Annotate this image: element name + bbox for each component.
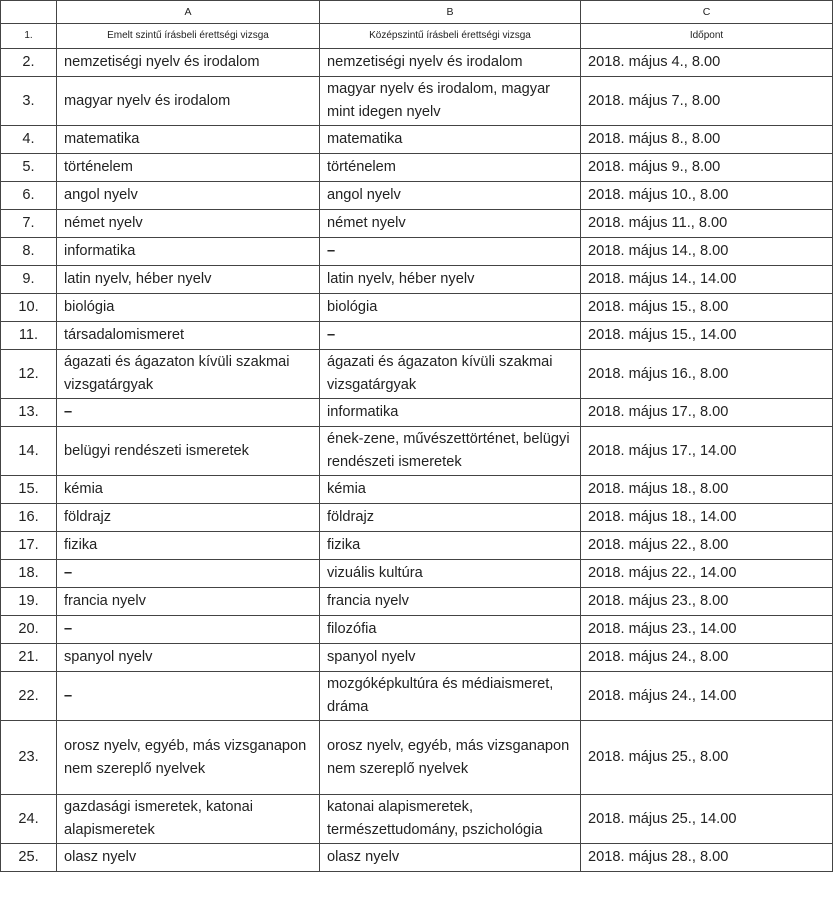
advanced-level-cell: latin nyelv, héber nyelv bbox=[57, 266, 320, 294]
advanced-level-cell: belügyi rendészeti ismeretek bbox=[57, 427, 320, 476]
date-cell: 2018. május 18., 8.00 bbox=[581, 476, 833, 504]
row-number-cell: 14. bbox=[1, 427, 57, 476]
advanced-level-cell: történelem bbox=[57, 154, 320, 182]
advanced-level-cell: – bbox=[57, 560, 320, 588]
date-cell: 2018. május 24., 14.00 bbox=[581, 672, 833, 721]
advanced-level-cell: társadalomismeret bbox=[57, 322, 320, 350]
table-row bbox=[1, 154, 833, 182]
intermediate-level-cell: latin nyelv, héber nyelv bbox=[320, 266, 581, 294]
advanced-level-cell: angol nyelv bbox=[57, 182, 320, 210]
intermediate-level-cell: matematika bbox=[320, 126, 581, 154]
intermediate-level-cell: nemzetiségi nyelv és irodalom bbox=[320, 49, 581, 77]
row-number-cell: 19. bbox=[1, 588, 57, 616]
row-number-cell: 13. bbox=[1, 399, 57, 427]
table-row bbox=[1, 77, 833, 126]
table-row bbox=[1, 49, 833, 77]
table-row bbox=[1, 795, 833, 844]
intermediate-level-cell: ágazati és ágazaton kívüli szakmai vizsgatárgyak bbox=[320, 350, 581, 399]
date-cell: 2018. május 28., 8.00 bbox=[581, 844, 833, 872]
advanced-level-cell: fizika bbox=[57, 532, 320, 560]
row-number-cell: 25. bbox=[1, 844, 57, 872]
table-row bbox=[1, 266, 833, 294]
intermediate-level-cell: fizika bbox=[320, 532, 581, 560]
row-number-cell: 4. bbox=[1, 126, 57, 154]
table-row bbox=[1, 644, 833, 672]
table-row bbox=[1, 844, 833, 872]
table-row bbox=[1, 532, 833, 560]
advanced-level-cell: biológia bbox=[57, 294, 320, 322]
row-number-cell: 7. bbox=[1, 210, 57, 238]
row-number-cell: 3. bbox=[1, 77, 57, 126]
date-cell: 2018. május 10., 8.00 bbox=[581, 182, 833, 210]
date-cell: 2018. május 22., 14.00 bbox=[581, 560, 833, 588]
date-cell: 2018. május 17., 8.00 bbox=[581, 399, 833, 427]
intermediate-level-cell: informatika bbox=[320, 399, 581, 427]
date-cell: 2018. május 18., 14.00 bbox=[581, 504, 833, 532]
corner-cell bbox=[1, 1, 57, 24]
table-row bbox=[1, 672, 833, 721]
intermediate-level-cell: mozgóképkultúra és médiaismeret, dráma bbox=[320, 672, 581, 721]
intermediate-level-cell: földrajz bbox=[320, 504, 581, 532]
date-cell: 2018. május 8., 8.00 bbox=[581, 126, 833, 154]
row-number-cell: 9. bbox=[1, 266, 57, 294]
row-number-cell: 16. bbox=[1, 504, 57, 532]
row-number-cell: 6. bbox=[1, 182, 57, 210]
advanced-level-cell: olasz nyelv bbox=[57, 844, 320, 872]
table-row bbox=[1, 322, 833, 350]
row-number-cell: 17. bbox=[1, 532, 57, 560]
intermediate-level-cell: orosz nyelv, egyéb, más vizsganapon nem szereplő nyelvek bbox=[320, 721, 581, 795]
date-cell: 2018. május 15., 14.00 bbox=[581, 322, 833, 350]
advanced-level-cell: ágazati és ágazaton kívüli szakmai vizsgatárgyak bbox=[57, 350, 320, 399]
intermediate-level-cell: katonai alapismeretek, természettudomány, pszichológia bbox=[320, 795, 581, 844]
intermediate-level-cell: vizuális kultúra bbox=[320, 560, 581, 588]
header-advanced-level: Emelt szintű írásbeli érettségi vizsga bbox=[57, 24, 320, 49]
date-cell: 2018. május 22., 8.00 bbox=[581, 532, 833, 560]
advanced-level-cell: német nyelv bbox=[57, 210, 320, 238]
date-cell: 2018. május 23., 14.00 bbox=[581, 616, 833, 644]
table-row bbox=[1, 504, 833, 532]
advanced-level-cell: – bbox=[57, 399, 320, 427]
table-row bbox=[1, 238, 833, 266]
table-row bbox=[1, 588, 833, 616]
row-number-cell: 21. bbox=[1, 644, 57, 672]
date-cell: 2018. május 25., 8.00 bbox=[581, 721, 833, 795]
advanced-level-cell: kémia bbox=[57, 476, 320, 504]
header-intermediate-level: Középszintű írásbeli érettségi vizsga bbox=[320, 24, 581, 49]
advanced-level-cell: gazdasági ismeretek, katonai alapismeretek bbox=[57, 795, 320, 844]
advanced-level-cell: – bbox=[57, 616, 320, 644]
date-cell: 2018. május 15., 8.00 bbox=[581, 294, 833, 322]
date-cell: 2018. május 23., 8.00 bbox=[581, 588, 833, 616]
advanced-level-cell: magyar nyelv és irodalom bbox=[57, 77, 320, 126]
date-cell: 2018. május 9., 8.00 bbox=[581, 154, 833, 182]
table-row bbox=[1, 182, 833, 210]
row-number-cell: 20. bbox=[1, 616, 57, 644]
advanced-level-cell: nemzetiségi nyelv és irodalom bbox=[57, 49, 320, 77]
date-cell: 2018. május 17., 14.00 bbox=[581, 427, 833, 476]
table-row bbox=[1, 126, 833, 154]
row-number-cell: 22. bbox=[1, 672, 57, 721]
intermediate-level-cell: magyar nyelv és irodalom, magyar mint idegen nyelv bbox=[320, 77, 581, 126]
column-letter-row bbox=[1, 1, 833, 24]
intermediate-level-cell: kémia bbox=[320, 476, 581, 504]
advanced-level-cell: – bbox=[57, 672, 320, 721]
intermediate-level-cell: francia nyelv bbox=[320, 588, 581, 616]
intermediate-level-cell: olasz nyelv bbox=[320, 844, 581, 872]
advanced-level-cell: matematika bbox=[57, 126, 320, 154]
advanced-level-cell: spanyol nyelv bbox=[57, 644, 320, 672]
row-number-cell: 15. bbox=[1, 476, 57, 504]
intermediate-level-cell: biológia bbox=[320, 294, 581, 322]
header-row bbox=[1, 24, 833, 49]
row-number-cell: 24. bbox=[1, 795, 57, 844]
advanced-level-cell: informatika bbox=[57, 238, 320, 266]
intermediate-level-cell: történelem bbox=[320, 154, 581, 182]
date-cell: 2018. május 25., 14.00 bbox=[581, 795, 833, 844]
table-row bbox=[1, 427, 833, 476]
row-number-cell: 11. bbox=[1, 322, 57, 350]
table-row bbox=[1, 210, 833, 238]
table-row bbox=[1, 616, 833, 644]
date-cell: 2018. május 14., 8.00 bbox=[581, 238, 833, 266]
date-cell: 2018. május 4., 8.00 bbox=[581, 49, 833, 77]
intermediate-level-cell: – bbox=[320, 238, 581, 266]
row-number-cell: 10. bbox=[1, 294, 57, 322]
row-number-cell: 12. bbox=[1, 350, 57, 399]
intermediate-level-cell: ének-zene, művészettörténet, belügyi rendészeti ismeretek bbox=[320, 427, 581, 476]
row-number-cell: 8. bbox=[1, 238, 57, 266]
row-number-cell: 18. bbox=[1, 560, 57, 588]
intermediate-level-cell: német nyelv bbox=[320, 210, 581, 238]
table-row bbox=[1, 476, 833, 504]
row-number-cell: 2. bbox=[1, 49, 57, 77]
header-date: Időpont bbox=[581, 24, 833, 49]
intermediate-level-cell: angol nyelv bbox=[320, 182, 581, 210]
date-cell: 2018. május 14., 14.00 bbox=[581, 266, 833, 294]
row-number-cell: 23. bbox=[1, 721, 57, 795]
table-row bbox=[1, 294, 833, 322]
intermediate-level-cell: filozófia bbox=[320, 616, 581, 644]
column-letter-c: C bbox=[581, 1, 833, 24]
date-cell: 2018. május 11., 8.00 bbox=[581, 210, 833, 238]
date-cell: 2018. május 16., 8.00 bbox=[581, 350, 833, 399]
date-cell: 2018. május 7., 8.00 bbox=[581, 77, 833, 126]
intermediate-level-cell: – bbox=[320, 322, 581, 350]
table-row bbox=[1, 721, 833, 795]
table-row bbox=[1, 399, 833, 427]
intermediate-level-cell: spanyol nyelv bbox=[320, 644, 581, 672]
table-row bbox=[1, 350, 833, 399]
date-cell: 2018. május 24., 8.00 bbox=[581, 644, 833, 672]
advanced-level-cell: francia nyelv bbox=[57, 588, 320, 616]
column-letter-a: A bbox=[57, 1, 320, 24]
advanced-level-cell: földrajz bbox=[57, 504, 320, 532]
advanced-level-cell: orosz nyelv, egyéb, más vizsganapon nem szereplő nyelvek bbox=[57, 721, 320, 795]
column-letter-b: B bbox=[320, 1, 581, 24]
row-number-cell: 5. bbox=[1, 154, 57, 182]
table-row bbox=[1, 560, 833, 588]
header-row-number: 1. bbox=[1, 24, 57, 49]
